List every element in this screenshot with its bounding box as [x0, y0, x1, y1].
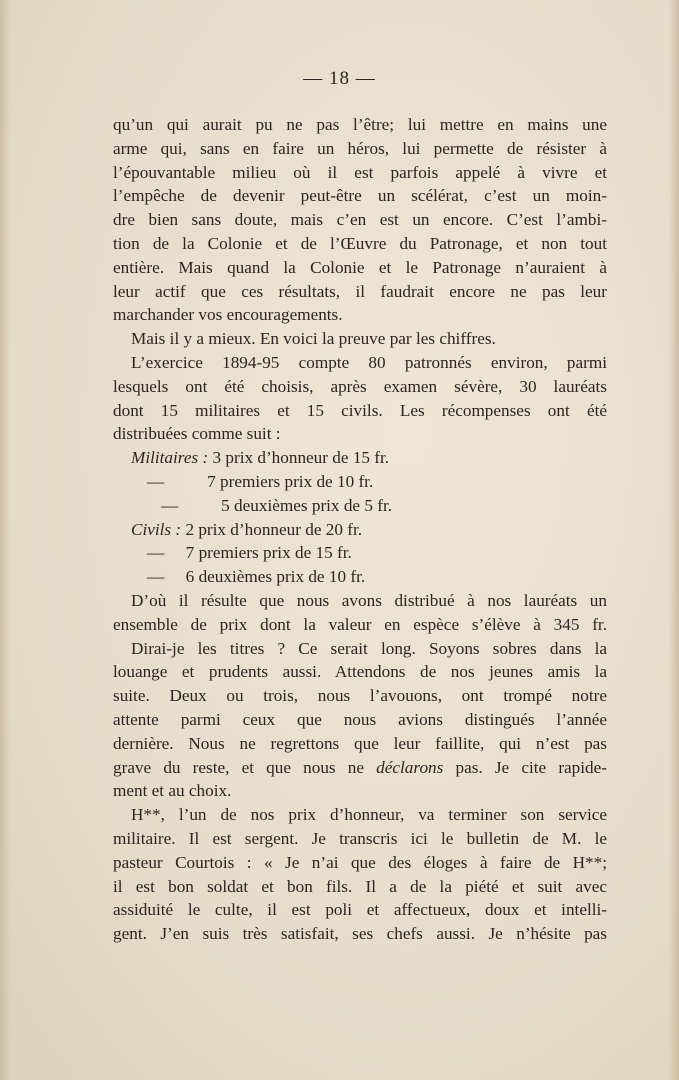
text-line: dont 15 militaires et 15 civils. Les récompenses ont été — [113, 400, 607, 420]
text-line: tion de la Colonie et de l’Œuvre du Patronage, et non tout — [113, 233, 607, 253]
text-line: marchander vos encouragements. — [113, 305, 343, 325]
text-line: suite. Deux ou trois, nous l’avouons, ont trompé notre — [113, 686, 607, 706]
emphasis-declarons: déclarons — [376, 757, 444, 777]
text-line: pasteur Courtois : « Je n’ai que des éloges à faire de H**; — [113, 852, 607, 872]
prize-line — [113, 518, 607, 542]
text-line: attente parmi ceux que nous avions distingués l’année — [113, 709, 607, 729]
text-line: l’épouvantable milieu où il est parfois appelé à vivre et — [113, 162, 607, 182]
text-line: gent. J’en suis très satisfait, ses chefs aussi. Je n’hésite pas — [113, 924, 607, 944]
text-line: H**, l’un de nos prix d’honneur, va terminer son service — [131, 805, 607, 825]
text-line: il est bon soldat et bon fils. Il a de la piété et suit avec — [113, 876, 607, 896]
text-line: arme qui, sans en faire un héros, lui permette de résister à — [113, 138, 607, 158]
page-edge-left — [0, 0, 10, 1080]
prize-line — [113, 446, 607, 470]
text-line: militaire. Il est sergent. Je transcris ici le bulletin de M. le — [113, 828, 607, 848]
text-line: Mais il y a mieux. En voici la preuve par les chiffres. — [131, 329, 496, 349]
text-line: dre bien sans doute, mais c’en est un encore. C’est l’ambi- — [113, 210, 607, 230]
prize-line: — 7 premiers prix de 10 fr. — [147, 471, 374, 491]
body-text — [113, 113, 607, 946]
prize-text: 3 prix d’honneur de 15 fr. — [208, 448, 390, 468]
text-line: louange et prudents aussi. Attendons de nos jeunes amis la — [113, 662, 607, 682]
text-line: ensemble de prix dont la valeur en espèce s’élève à 345 fr. — [113, 614, 607, 634]
text-line: D’où il résulte que nous avons distribué à nos lauréats un — [131, 590, 607, 610]
prize-category-civils: Civils : — [131, 519, 182, 539]
text-line: leur actif que ces résultats, il faudrait encore ne pas leur — [113, 281, 607, 301]
text-line: Dirai-je les titres ? Ce serait long. Soyons sobres dans la — [131, 638, 607, 658]
page-edge-right — [669, 0, 679, 1080]
text-line: l’empêche de devenir peut-être un scélérat, c’est un moin- — [113, 186, 607, 206]
page-number: — 18 — — [303, 68, 376, 89]
text-line: assiduité le culte, il est poli et affectueux, doux et intelli- — [113, 900, 607, 920]
text-fragment: pas. Je cite rapide- — [443, 757, 607, 777]
text-line: L’exercice 1894-95 compte 80 patronnés environ, parmi — [131, 352, 607, 372]
prize-category-militaires: Militaires : — [131, 448, 209, 468]
text-line — [113, 756, 607, 780]
prize-text: 2 prix d’honneur de 20 fr. — [181, 519, 363, 539]
prize-line: — 5 deuxièmes prix de 5 fr. — [161, 495, 393, 515]
text-line: dernière. Nous ne regrettons que leur faillite, qui n’est pas — [113, 733, 607, 753]
prize-line: — 6 deuxièmes prix de 10 fr. — [147, 567, 366, 587]
text-line: lesquels ont été choisis, après examen sévère, 30 lauréats — [113, 376, 607, 396]
prize-line: — 7 premiers prix de 15 fr. — [147, 543, 352, 563]
text-line: distribuées comme suit : — [113, 424, 281, 444]
text-fragment: grave du reste, et que nous ne — [113, 757, 377, 777]
text-line: entière. Mais quand la Colonie et le Patronage n’auraient à — [113, 257, 607, 277]
text-line: ment et au choix. — [113, 781, 232, 801]
text-line: qu’un qui aurait pu ne pas l’être; lui mettre en mains une — [113, 115, 607, 134]
